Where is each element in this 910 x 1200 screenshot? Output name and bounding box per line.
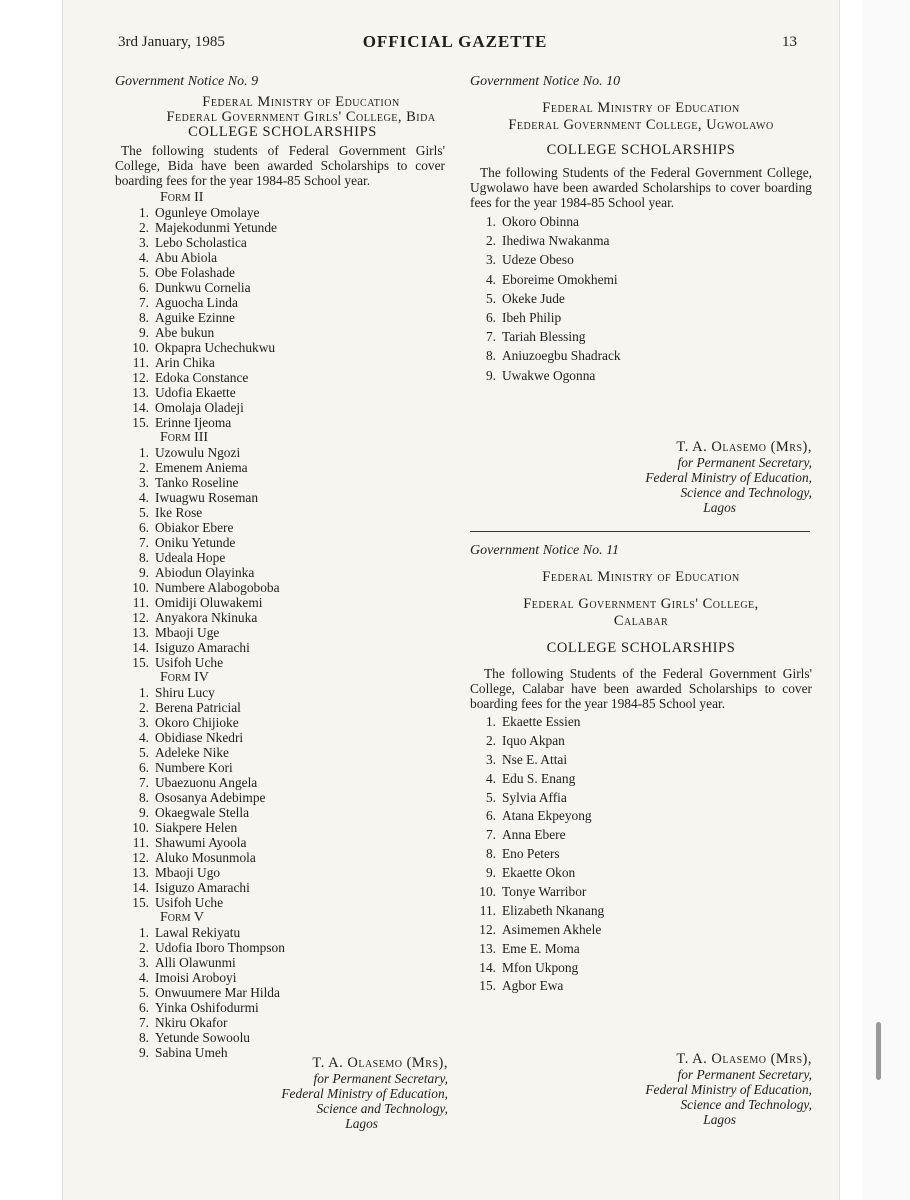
student-name: Dunkwu Cornelia	[155, 280, 251, 295]
student-entry	[129, 1030, 445, 1045]
student-entry	[129, 505, 445, 520]
student-entry	[129, 250, 445, 265]
student-name: Ibeh Philip	[502, 309, 562, 325]
student-entry	[129, 550, 445, 565]
student-entry	[129, 385, 445, 400]
notice-divider	[470, 531, 810, 532]
student-entry	[129, 370, 445, 385]
entry-number: 1.	[485, 714, 496, 729]
signature-line: Science and Technology,	[680, 485, 812, 500]
student-entry	[129, 355, 445, 370]
student-name: Imoisi Aroboyi	[155, 970, 237, 985]
student-entry	[129, 625, 445, 640]
student-name: Abu Abiola	[155, 250, 218, 265]
page-number: 13	[782, 34, 797, 50]
entry-number: 6.	[485, 309, 496, 325]
entry-number: 2.	[138, 700, 149, 715]
signature-line: Federal Ministry of Education,	[645, 1082, 812, 1097]
student-entry	[476, 978, 812, 997]
student-name: Udeze Obeso	[502, 252, 574, 268]
entry-number: 5.	[138, 985, 149, 1000]
student-name: Yetunde Sowoolu	[155, 1030, 250, 1045]
student-name: Berena Patricial	[155, 700, 241, 715]
entry-number: 8.	[138, 790, 149, 805]
student-entry	[129, 1015, 445, 1030]
student-name: Numbere Kori	[155, 760, 233, 775]
gazette-title: OFFICIAL GAZETTE	[362, 32, 548, 51]
student-name: Alli Olawunmi	[155, 955, 236, 970]
entry-number: 7.	[485, 827, 496, 843]
student-name: Tonye Warribor	[502, 884, 587, 900]
signature-line: for Permanent Secretary,	[677, 1067, 812, 1082]
entry-number: 1.	[138, 445, 149, 460]
entry-number: 5.	[485, 290, 496, 306]
student-name: Anyakora Nkinuka	[155, 610, 258, 625]
student-name: Omolaja Oladeji	[155, 400, 244, 415]
student-entry	[476, 865, 812, 884]
student-entry	[476, 846, 812, 865]
scrollbar-thumb[interactable]	[876, 1022, 881, 1080]
notice-10-ministry: Federal Ministry of Education	[542, 100, 740, 116]
student-name: Edoka Constance	[155, 370, 249, 385]
student-entry	[129, 655, 445, 670]
entry-number: 2.	[138, 460, 149, 475]
notice-11	[470, 543, 812, 997]
student-entry	[129, 850, 445, 865]
notice-9-forms	[115, 190, 445, 1060]
student-entry	[129, 730, 445, 745]
student-name: Ososanya Adebimpe	[155, 790, 266, 805]
entry-number: 4.	[138, 490, 149, 505]
student-name: Ekaette Okon	[502, 865, 576, 881]
student-entry	[129, 520, 445, 535]
student-entry	[129, 955, 445, 970]
entry-number: 3.	[138, 715, 149, 730]
student-entry	[129, 235, 445, 250]
student-entry	[129, 760, 445, 775]
student-name: Isiguzo Amarachi	[155, 880, 250, 895]
entry-number: 10.	[479, 884, 496, 900]
entry-number: 10.	[132, 580, 149, 595]
notice-11-ministry: Federal Ministry of Education	[542, 569, 740, 585]
signature-line: Science and Technology,	[680, 1097, 812, 1112]
student-entry	[476, 790, 812, 809]
student-name: Aguike Ezinne	[155, 310, 235, 325]
notice-9-intro: The following students of Federal Government Girls' College, Bida have been awarded Scholarships to cover boarding fees for the year 1984-85 School year.	[115, 143, 445, 188]
notice-11-intro: The following Students of the Federal Government Girls' College, Calabar have been awarded Scholarships to cover boarding fees for the year 1984-85 School year.	[470, 666, 812, 711]
entry-number: 13.	[132, 865, 149, 880]
student-name: Shawumi Ayoola	[155, 835, 247, 850]
notice-9-heading: COLLEGE SCHOLARSHIPS	[188, 124, 377, 140]
entry-number: 5.	[138, 745, 149, 760]
notice-9	[115, 74, 445, 1060]
form-heading: Form IV	[160, 670, 209, 685]
student-name: Ubaezuonu Angela	[155, 775, 258, 790]
student-entry	[129, 280, 445, 295]
student-entry	[129, 340, 445, 355]
student-entry	[129, 265, 445, 280]
signature-line: Federal Ministry of Education,	[645, 470, 812, 485]
entry-number: 14.	[132, 400, 149, 415]
entry-number: 7.	[138, 535, 149, 550]
student-entry	[476, 827, 812, 846]
student-name: Mbaoji Ugo	[155, 865, 221, 880]
entry-number: 1.	[485, 214, 496, 229]
entry-number: 4.	[138, 250, 149, 265]
entry-number: 12.	[132, 850, 149, 865]
student-name: Lawal Rekiyatu	[155, 925, 241, 940]
student-name: Yinka Oshifodurmi	[155, 1000, 259, 1015]
entry-number: 1.	[138, 205, 149, 220]
student-name: Agbor Ewa	[502, 978, 564, 994]
notice-11-heading: COLLEGE SCHOLARSHIPS	[546, 640, 736, 656]
student-name: Udeala Hope	[155, 550, 226, 565]
student-entry	[129, 925, 445, 940]
entry-number: 4.	[485, 770, 496, 786]
student-entry	[476, 272, 812, 291]
notice-9-signature	[236, 1056, 448, 1131]
student-name: Iwuagwu Roseman	[155, 490, 259, 505]
student-name: Eme E. Moma	[502, 940, 580, 956]
student-entry	[129, 535, 445, 550]
entry-number: 3.	[138, 475, 149, 490]
entry-number: 11.	[479, 902, 496, 918]
student-entry	[129, 610, 445, 625]
entry-number: 9.	[138, 805, 149, 820]
student-name: Arin Chika	[155, 355, 215, 370]
student-entry	[129, 475, 445, 490]
entry-number: 2.	[485, 233, 496, 249]
student-entry	[476, 348, 812, 367]
notice-11-signature	[600, 1052, 812, 1127]
entry-number: 7.	[138, 775, 149, 790]
student-entry	[129, 640, 445, 655]
entry-number: 6.	[138, 280, 149, 295]
student-name: Uwakwe Ogonna	[502, 367, 596, 383]
notice-11-title: Government Notice No. 11	[470, 543, 620, 558]
form-heading: Form II	[160, 190, 204, 205]
student-name: Okaegwale Stella	[155, 805, 250, 820]
entry-number: 12.	[479, 921, 496, 937]
student-entry	[129, 220, 445, 235]
entry-number: 14.	[132, 880, 149, 895]
student-entry	[476, 368, 812, 387]
student-name: Majekodunmi Yetunde	[155, 220, 277, 235]
student-entry	[129, 835, 445, 850]
student-entry	[476, 922, 812, 941]
student-name: Tanko Roseline	[155, 475, 239, 490]
entry-number: 6.	[138, 760, 149, 775]
notice-10-heading: COLLEGE SCHOLARSHIPS	[546, 142, 736, 158]
student-name: Oniku Yetunde	[155, 535, 236, 550]
student-entry	[129, 490, 445, 505]
entry-number: 1.	[138, 685, 149, 700]
entry-number: 10.	[132, 340, 149, 355]
entry-number: 9.	[138, 565, 149, 580]
student-name: Anna Ebere	[502, 827, 566, 843]
signature-line: for Permanent Secretary,	[677, 455, 812, 470]
student-entry	[129, 895, 445, 910]
entry-number: 7.	[138, 295, 149, 310]
entry-number: 3.	[485, 252, 496, 268]
signature-line: for Permanent Secretary,	[313, 1071, 448, 1086]
entry-number: 5.	[138, 505, 149, 520]
entry-number: 14.	[132, 640, 149, 655]
student-name: Isiguzo Amarachi	[155, 640, 250, 655]
entry-number: 11.	[132, 355, 149, 370]
student-entry	[476, 960, 812, 979]
student-name: Elizabeth Nkanang	[502, 902, 605, 918]
entry-number: 14.	[479, 959, 496, 975]
notice-10-student-list	[470, 214, 812, 387]
student-entry	[129, 565, 445, 580]
entry-number: 6.	[138, 520, 149, 535]
notice-10-intro: The following Students of the Federal Government College, Ugwolawo have been awarded Scholarships to cover boarding fees for the year 1984-85 School year.	[470, 165, 812, 210]
student-entry	[476, 752, 812, 771]
student-entry	[129, 445, 445, 460]
student-entry	[129, 715, 445, 730]
notice-11-college-line2: Calabar	[613, 613, 669, 629]
entry-number: 2.	[138, 220, 149, 235]
signature-name: T. A. Olasemo (Mrs),	[676, 1051, 812, 1067]
entry-number: 8.	[485, 846, 496, 862]
entry-number: 4.	[138, 730, 149, 745]
entry-number: 12.	[132, 610, 149, 625]
student-name: Asimemen Akhele	[502, 921, 602, 937]
student-name: Ihediwa Nwakanma	[502, 233, 610, 249]
signature-line: Lagos	[345, 1116, 378, 1131]
entry-number: 2.	[485, 732, 496, 748]
student-name: Aluko Mosunmola	[155, 850, 256, 865]
student-name: Ekaette Essien	[502, 714, 581, 729]
student-name: Erinne Ijeoma	[155, 415, 232, 430]
student-entry	[476, 310, 812, 329]
entry-number: 3.	[138, 955, 149, 970]
entry-number: 8.	[138, 550, 149, 565]
student-entry	[129, 745, 445, 760]
student-name: Atana Ekpeyong	[502, 808, 592, 824]
signature-line: Lagos	[703, 1112, 736, 1127]
entry-number: 9.	[138, 325, 149, 340]
student-entry	[129, 880, 445, 895]
student-entry	[476, 214, 812, 233]
student-name: Okoro Obinna	[502, 214, 579, 229]
student-entry	[476, 233, 812, 252]
student-entry	[129, 295, 445, 310]
entry-number: 8.	[138, 1030, 149, 1045]
student-entry	[129, 820, 445, 835]
student-name: Shiru Lucy	[155, 685, 215, 700]
student-name: Onwuumere Mar Hilda	[155, 985, 280, 1000]
form-student-list	[115, 685, 445, 910]
student-name: Omidiji Oluwakemi	[155, 595, 263, 610]
notice-10	[470, 74, 812, 387]
signature-name: T. A. Olasemo (Mrs),	[312, 1055, 448, 1071]
student-entry	[476, 808, 812, 827]
student-name: Mbaoji Uge	[155, 625, 220, 640]
entry-number: 15.	[132, 895, 149, 910]
entry-number: 7.	[485, 329, 496, 345]
entry-number: 8.	[138, 310, 149, 325]
student-entry	[476, 733, 812, 752]
student-entry	[129, 580, 445, 595]
signature-name: T. A. Olasemo (Mrs),	[676, 439, 812, 455]
student-entry	[129, 775, 445, 790]
student-entry	[129, 865, 445, 880]
student-name: Tariah Blessing	[502, 329, 586, 345]
student-name: Ogunleye Omolaye	[155, 205, 260, 220]
form-heading: Form V	[160, 910, 204, 925]
entry-number: 15.	[132, 415, 149, 430]
student-entry	[129, 325, 445, 340]
entry-number: 13.	[479, 940, 496, 956]
student-entry	[476, 329, 812, 348]
entry-number: 6.	[485, 808, 496, 824]
notice-11-college-line1: Federal Government Girls' College,	[523, 596, 759, 612]
student-name: Okpapra Uchechukwu	[155, 340, 276, 355]
student-name: Usifoh Uche	[155, 895, 224, 910]
student-name: Nkiru Okafor	[155, 1015, 228, 1030]
notice-10-title: Government Notice No. 10	[470, 74, 621, 89]
student-name: Edu S. Enang	[502, 770, 576, 786]
entry-number: 10.	[132, 820, 149, 835]
signature-line: Federal Ministry of Education,	[281, 1086, 448, 1101]
notice-10-college: Federal Government College, Ugwolawo	[508, 117, 774, 133]
entry-number: 11.	[132, 595, 149, 610]
student-entry	[129, 940, 445, 955]
signature-line: Lagos	[703, 500, 736, 515]
form-student-list	[115, 205, 445, 430]
entry-number: 8.	[485, 348, 496, 364]
student-entry	[129, 685, 445, 700]
form-student-list	[115, 925, 445, 1060]
entry-number: 13.	[132, 625, 149, 640]
entry-number: 5.	[485, 789, 496, 805]
student-entry	[129, 1000, 445, 1015]
student-name: Udofia Iboro Thompson	[155, 940, 285, 955]
student-name: Nse E. Attai	[502, 751, 568, 767]
gazette-date: 3rd January, 1985	[118, 34, 225, 50]
entry-number: 2.	[138, 940, 149, 955]
student-name: Obidiase Nkedri	[155, 730, 244, 745]
entry-number: 3.	[138, 235, 149, 250]
student-entry	[476, 903, 812, 922]
student-entry	[129, 970, 445, 985]
student-name: Sylvia Affia	[502, 789, 567, 805]
student-entry	[476, 714, 812, 733]
student-name: Sabina Umeh	[155, 1045, 228, 1060]
student-name: Abiodun Olayinka	[155, 565, 255, 580]
notice-9-ministry: Federal Ministry of Education	[202, 94, 400, 110]
entry-number: 13.	[132, 385, 149, 400]
notice-9-title: Government Notice No. 9	[115, 74, 259, 89]
student-name: Siakpere Helen	[155, 820, 238, 835]
student-entry	[129, 700, 445, 715]
entry-number: 3.	[485, 751, 496, 767]
entry-number: 15.	[479, 978, 496, 994]
entry-number: 9.	[138, 1045, 149, 1060]
notice-11-student-list	[470, 714, 812, 997]
student-name: Emenem Aniema	[155, 460, 248, 475]
entry-number: 4.	[485, 271, 496, 287]
notice-10-signature	[600, 440, 812, 515]
student-name: Okeke Jude	[502, 290, 565, 306]
student-name: Abe bukun	[155, 325, 215, 340]
student-entry	[476, 252, 812, 271]
student-entry	[476, 884, 812, 903]
form-heading: Form III	[160, 430, 209, 445]
notice-9-college: Federal Government Girls' College, Bida	[166, 109, 436, 125]
entry-number: 9.	[485, 865, 496, 881]
student-name: Numbere Alabogoboba	[155, 580, 280, 595]
signature-line: Science and Technology,	[316, 1101, 448, 1116]
entry-number: 7.	[138, 1015, 149, 1030]
student-name: Eboreime Omokhemi	[502, 271, 618, 287]
student-name: Adeleke Nike	[155, 745, 229, 760]
student-entry	[129, 310, 445, 325]
student-name: Lebo Scholastica	[155, 235, 247, 250]
student-entry	[476, 291, 812, 310]
viewer-margin	[862, 0, 910, 1200]
student-name: Obiakor Ebere	[155, 520, 234, 535]
student-entry	[129, 985, 445, 1000]
student-name: Udofia Ekaette	[155, 385, 236, 400]
student-name: Iquo Akpan	[502, 732, 565, 748]
student-name: Aniuzoegbu Shadrack	[502, 348, 621, 364]
entry-number: 12.	[132, 370, 149, 385]
student-name: Ike Rose	[155, 505, 203, 520]
student-entry	[129, 415, 445, 430]
student-entry	[129, 595, 445, 610]
entry-number: 4.	[138, 970, 149, 985]
student-name: Obe Folashade	[155, 265, 235, 280]
form-student-list	[115, 445, 445, 670]
student-entry	[476, 941, 812, 960]
student-entry	[129, 790, 445, 805]
entry-number: 15.	[132, 655, 149, 670]
student-name: Uzowulu Ngozi	[155, 445, 241, 460]
student-name: Eno Peters	[502, 846, 560, 862]
student-entry	[129, 805, 445, 820]
student-entry	[129, 205, 445, 220]
student-entry	[129, 400, 445, 415]
entry-number: 9.	[485, 367, 496, 383]
entry-number: 5.	[138, 265, 149, 280]
student-name: Mfon Ukpong	[502, 959, 579, 975]
entry-number: 1.	[138, 925, 149, 940]
student-name: Usifoh Uche	[155, 655, 224, 670]
student-name: Aguocha Linda	[155, 295, 238, 310]
student-entry	[129, 460, 445, 475]
entry-number: 11.	[132, 835, 149, 850]
student-name: Okoro Chijioke	[155, 715, 239, 730]
student-entry	[476, 771, 812, 790]
entry-number: 6.	[138, 1000, 149, 1015]
